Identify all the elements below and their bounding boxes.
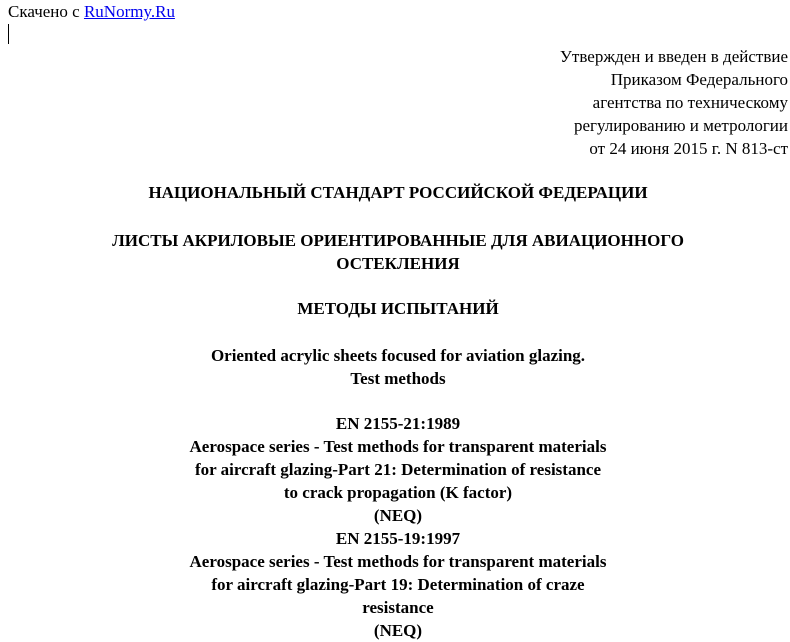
references-block — [0, 412, 790, 642]
text-cursor — [8, 24, 9, 44]
reference-title-line: to crack propagation (K factor) — [283, 483, 513, 502]
reference-title-line: for aircraft glazing-Part 19: Determination of craze — [211, 575, 585, 594]
approval-line: регулированию и метрологии — [573, 116, 788, 135]
reference-equivalence: (NEQ) — [373, 506, 423, 525]
subtitle-ru: МЕТОДЫ ИСПЫТАНИЙ — [297, 299, 499, 318]
reference-code: EN 2155-19:1997 — [335, 529, 461, 548]
title-ru-line: ЛИСТЫ АКРИЛОВЫЕ ОРИЕНТИРОВАННЫЕ ДЛЯ АВИАЦИОННОГО — [112, 231, 684, 250]
title-en-line: Test methods — [350, 369, 446, 388]
reference-title-line: Aerospace series - Test methods for transparent materials — [189, 552, 607, 571]
title-en-line: Oriented acrylic sheets focused for aviation glazing. — [210, 346, 586, 365]
approval-block — [388, 45, 788, 160]
document-title-en — [0, 344, 790, 390]
reference-title-line: for aircraft glazing-Part 21: Determination of resistance — [195, 460, 601, 479]
source-line — [8, 0, 175, 23]
reference-code: EN 2155-21:1989 — [335, 414, 461, 433]
document-title-ru — [0, 229, 790, 275]
national-standard-heading: НАЦИОНАЛЬНЫЙ СТАНДАРТ РОССИЙСКОЙ ФЕДЕРАЦИИ — [148, 183, 648, 202]
approval-line: Приказом Федерального — [610, 70, 788, 89]
runormy-link[interactable]: RuNormy.Ru — [83, 2, 175, 21]
source-prefix: Скачено с — [8, 2, 84, 21]
reference-equivalence: (NEQ) — [373, 621, 423, 640]
approval-line: агентства по техническому — [592, 93, 788, 112]
reference-title-line: Aerospace series - Test methods for transparent materials — [189, 437, 607, 456]
reference-title-line: resistance — [362, 598, 434, 617]
title-ru-line: ОСТЕКЛЕНИЯ — [336, 254, 460, 273]
approval-line: Утвержден и введен в действие — [559, 47, 788, 66]
approval-line: от 24 июня 2015 г. N 813-ст — [589, 139, 788, 158]
